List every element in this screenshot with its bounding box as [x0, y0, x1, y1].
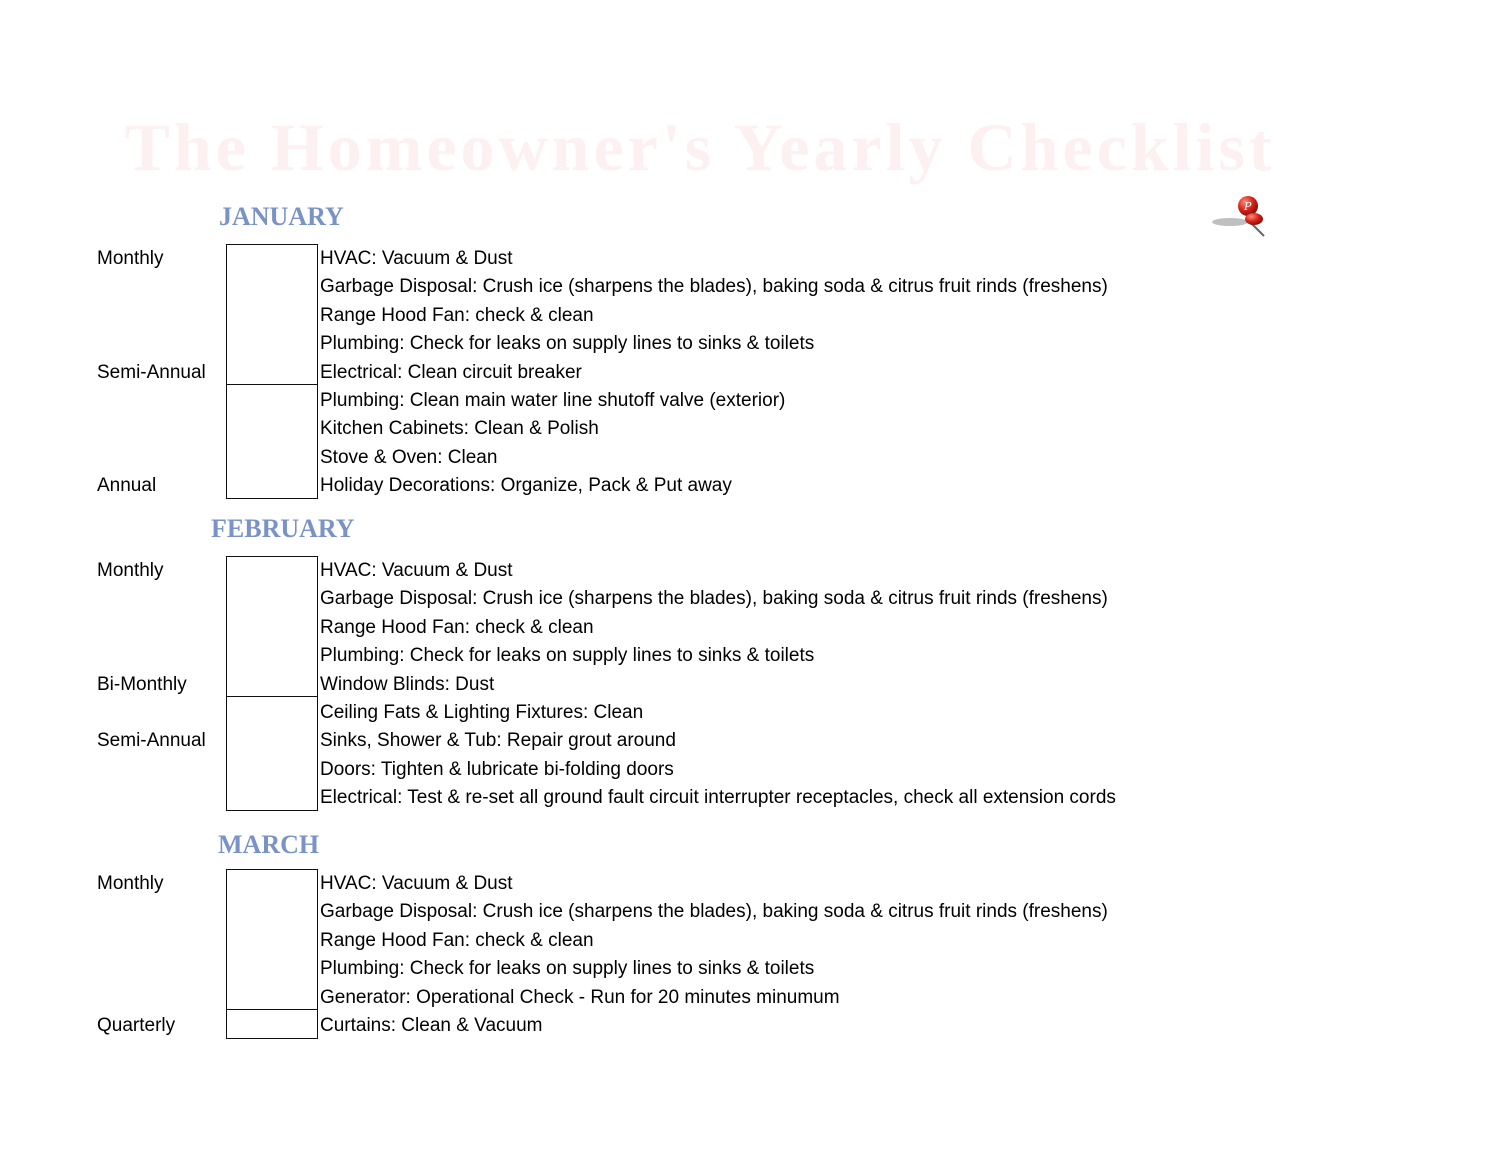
checkbox-cell[interactable]: [226, 640, 318, 669]
checklist-row: [0, 556, 1500, 584]
checkbox-cell[interactable]: [226, 981, 318, 1010]
checklist-row: [0, 755, 1500, 783]
checkbox-cell[interactable]: [226, 299, 318, 328]
task-label: Plumbing: Check for leaks on supply lines to sinks & toilets: [320, 958, 815, 980]
checklist-row: [0, 329, 1500, 357]
task-label: Plumbing: Check for leaks on supply lines to sinks & toilets: [320, 645, 815, 667]
checklist-row: [0, 272, 1500, 300]
task-label: Sinks, Shower & Tub: Repair grout around: [320, 730, 676, 752]
task-label: Garbage Disposal: Crush ice (sharpens the blades), baking soda & citrus fruit rinds (freshens): [320, 901, 1108, 923]
svg-text:P: P: [1244, 200, 1252, 213]
checklist-row: [0, 983, 1500, 1011]
task-label: HVAC: Vacuum & Dust: [320, 560, 513, 581]
checkbox-cell[interactable]: [226, 668, 318, 697]
checkbox-cell[interactable]: [226, 271, 318, 300]
checkbox-cell[interactable]: [226, 413, 318, 442]
task-label: Holiday Decorations: Organize, Pack & Put away: [320, 475, 732, 497]
checkbox-cell[interactable]: [226, 782, 318, 811]
checkbox-cell[interactable]: [226, 725, 318, 754]
checklist-row: [0, 471, 1500, 499]
checklist-row: [0, 869, 1500, 897]
checklist-row: [0, 954, 1500, 982]
checklist-row: [0, 358, 1500, 386]
task-label: Range Hood Fan: check & clean: [320, 616, 594, 638]
frequency-label: Monthly: [97, 873, 164, 894]
checkbox-cell[interactable]: [226, 697, 318, 726]
checkbox-cell[interactable]: [226, 953, 318, 982]
task-label: Plumbing: Check for leaks on supply lines to sinks & toilets: [320, 333, 815, 355]
task-label: Electrical: Test & re-set all ground fault circuit interrupter receptacles, check all extension cords: [320, 787, 1116, 809]
page-title: The Homeowner's Yearly Checklist: [124, 109, 1276, 185]
checkbox-cell[interactable]: [226, 328, 318, 357]
task-label: Ceiling Fats & Lighting Fixtures: Clean: [320, 702, 644, 723]
checklist-row: [0, 386, 1500, 414]
frequency-label: Semi-Annual: [97, 361, 206, 383]
month-heading-february: FEBRUARY: [211, 514, 355, 543]
checklist-row: [0, 726, 1500, 754]
task-label: HVAC: Vacuum & Dust: [320, 248, 513, 269]
task-label: Doors: Tighten & lubricate bi-folding doors: [320, 758, 674, 780]
frequency-label: Semi-Annual: [97, 730, 206, 752]
checklist-row: [0, 414, 1500, 442]
checkbox-cell[interactable]: [226, 583, 318, 612]
checkbox-cell[interactable]: [226, 869, 318, 898]
frequency-label: Annual: [97, 475, 157, 497]
task-label: Garbage Disposal: Crush ice (sharpens the blades), baking soda & citrus fruit rinds (freshens): [320, 588, 1108, 610]
task-label: Kitchen Cabinets: Clean & Polish: [320, 418, 599, 440]
checklist-row: [0, 443, 1500, 471]
checkbox-cell[interactable]: [226, 924, 318, 953]
checklist-row: [0, 641, 1500, 669]
task-label: Window Blinds: Dust: [320, 673, 495, 695]
checkbox-cell[interactable]: [226, 611, 318, 640]
task-label: Garbage Disposal: Crush ice (sharpens the blades), baking soda & citrus fruit rinds (freshens): [320, 276, 1108, 298]
checklist-row: [0, 926, 1500, 954]
task-label: HVAC: Vacuum & Dust: [320, 873, 513, 894]
checkbox-cell[interactable]: [226, 896, 318, 925]
checkbox-cell[interactable]: [226, 441, 318, 470]
task-label: Electrical: Clean circuit breaker: [320, 361, 582, 383]
task-label: Stove & Oven: Clean: [320, 446, 498, 468]
task-label: Generator: Operational Check - Run for 20 minutes minumum: [320, 986, 840, 1008]
checklist-row: [0, 783, 1500, 811]
checkbox-cell[interactable]: [226, 244, 318, 273]
frequency-label: Monthly: [97, 248, 164, 269]
checklist-row: [0, 670, 1500, 698]
checklist-row: [0, 244, 1500, 272]
checklist-row: [0, 584, 1500, 612]
frequency-label: Quarterly: [97, 1015, 176, 1036]
checkbox-cell[interactable]: [226, 1010, 318, 1039]
task-label: Range Hood Fan: check & clean: [320, 929, 594, 951]
checklist-row: [0, 613, 1500, 641]
task-label: Range Hood Fan: check & clean: [320, 304, 594, 326]
checkbox-cell[interactable]: [226, 556, 318, 585]
task-label: Plumbing: Clean main water line shutoff valve (exterior): [320, 390, 786, 411]
frequency-label: Bi-Monthly: [97, 673, 187, 695]
pushpin-icon[interactable]: [1208, 192, 1278, 244]
task-label: Curtains: Clean & Vacuum: [320, 1015, 543, 1036]
checkbox-cell[interactable]: [226, 753, 318, 782]
checklist-row: [0, 897, 1500, 925]
checkbox-cell[interactable]: [226, 356, 318, 385]
checkbox-cell[interactable]: [226, 470, 318, 499]
checklist-row: [0, 698, 1500, 726]
month-heading-march: MARCH: [218, 830, 320, 859]
month-heading-january: JANUARY: [219, 202, 344, 231]
checkbox-cell[interactable]: [226, 385, 318, 414]
checklist-row: [0, 301, 1500, 329]
frequency-label: Monthly: [97, 560, 164, 581]
checklist-row: [0, 1011, 1500, 1039]
